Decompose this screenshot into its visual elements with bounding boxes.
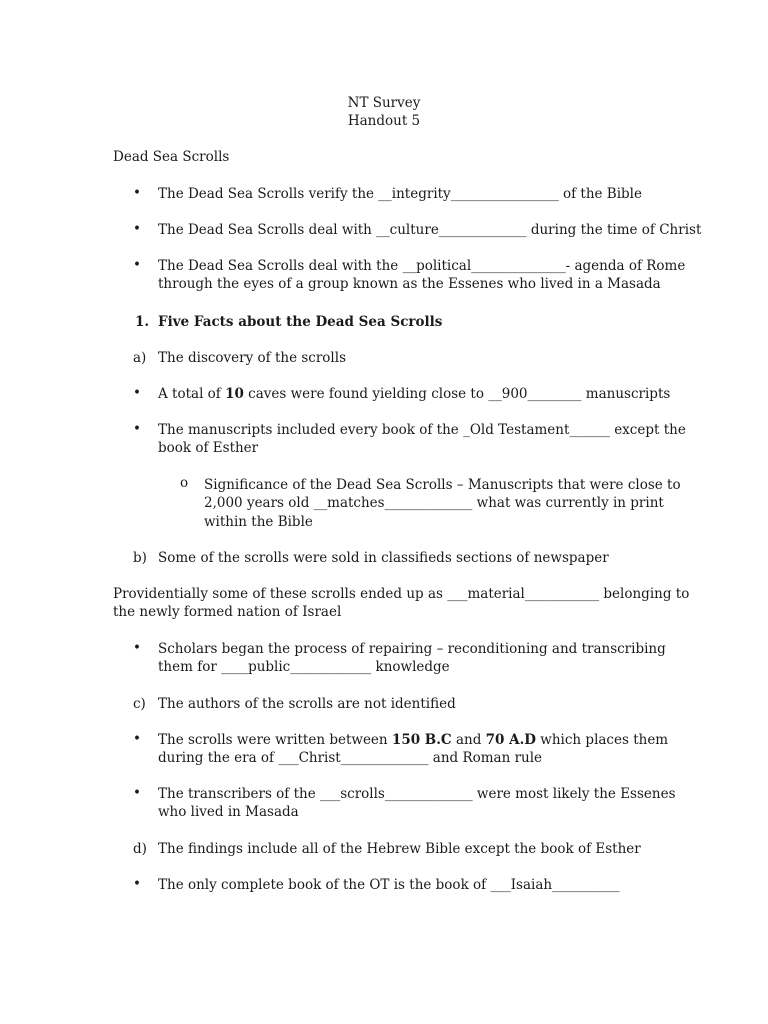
numbered-heading-text: Five Facts about the Dead Sea Scrolls (158, 314, 443, 330)
bullet-icon: • (133, 731, 141, 747)
bullet-icon: • (133, 221, 141, 237)
bullet-scholars-line1: Scholars began the process of repairing – reconditioning and transcribing (158, 641, 666, 657)
bullet-transcribers-line1: The transcribers of the ___scrolls_____________ were most likely the Essenes (158, 786, 676, 802)
fact-b-label: b) (133, 550, 147, 566)
bullet-political-line1: The Dead Sea Scrolls deal with the __political______________- agenda of Rome (158, 258, 686, 274)
bullet-manuscripts-line2: book of Esther (158, 440, 259, 456)
bullet-manuscripts-line1: The manuscripts included every book of the _Old Testament______ except the (158, 422, 686, 438)
fact-c-label: c) (133, 696, 146, 712)
bullet-icon: • (133, 640, 141, 656)
document-title: NT Survey (347, 95, 421, 111)
bullet-icon: • (133, 185, 141, 201)
bullet-isaiah: The only complete book of the OT is the book of ___Isaiah__________ (158, 877, 620, 893)
bullet-icon: • (133, 257, 141, 273)
bullet-icon: • (133, 385, 141, 401)
bullet-dates-line2: during the era of ___Christ_____________ and Roman rule (158, 750, 543, 766)
bullet-scholars-line2: them for ____public____________ knowledge (158, 659, 450, 675)
document-subtitle: Handout 5 (347, 113, 421, 129)
bullet-caves: A total of 10 caves were found yielding close to __900________ manuscripts (158, 386, 671, 402)
fact-a-label: a) (133, 350, 147, 366)
bullet-integrity: The Dead Sea Scrolls verify the __integrity________________ of the Bible (158, 186, 642, 202)
section-heading: Dead Sea Scrolls (113, 149, 230, 165)
significance-line2: 2,000 years old __matches_____________ what was currently in print (204, 495, 664, 511)
bullet-culture: The Dead Sea Scrolls deal with __culture_____________ during the time of Christ (158, 222, 702, 238)
providential-line1: Providentially some of these scrolls ended up as ___material___________ belonging to (113, 586, 690, 602)
bullet-icon: • (133, 421, 141, 437)
significance-line1: Significance of the Dead Sea Scrolls – Manuscripts that were close to (204, 477, 681, 493)
bullet-transcribers-line2: who lived in Masada (158, 804, 299, 820)
fact-d-label: d) (133, 841, 147, 857)
fact-a-text: The discovery of the scrolls (158, 350, 346, 366)
sub-bullet-icon: o (180, 475, 189, 491)
bullet-icon: • (133, 876, 141, 892)
fact-d-text: The findings include all of the Hebrew Bible except the book of Esther (158, 841, 641, 857)
significance-line3: within the Bible (204, 514, 313, 530)
fact-c-text: The authors of the scrolls are not identified (158, 696, 456, 712)
bullet-political-line2: through the eyes of a group known as the Essenes who lived in a Masada (158, 276, 661, 292)
providential-line2: the newly formed nation of Israel (113, 604, 342, 620)
bullet-icon: • (133, 785, 141, 801)
bullet-dates-line1: The scrolls were written between 150 B.C and 70 A.D which places them (158, 732, 669, 748)
fact-b-text: Some of the scrolls were sold in classifieds sections of newspaper (158, 550, 609, 566)
numbered-heading-number: 1. (135, 314, 150, 330)
